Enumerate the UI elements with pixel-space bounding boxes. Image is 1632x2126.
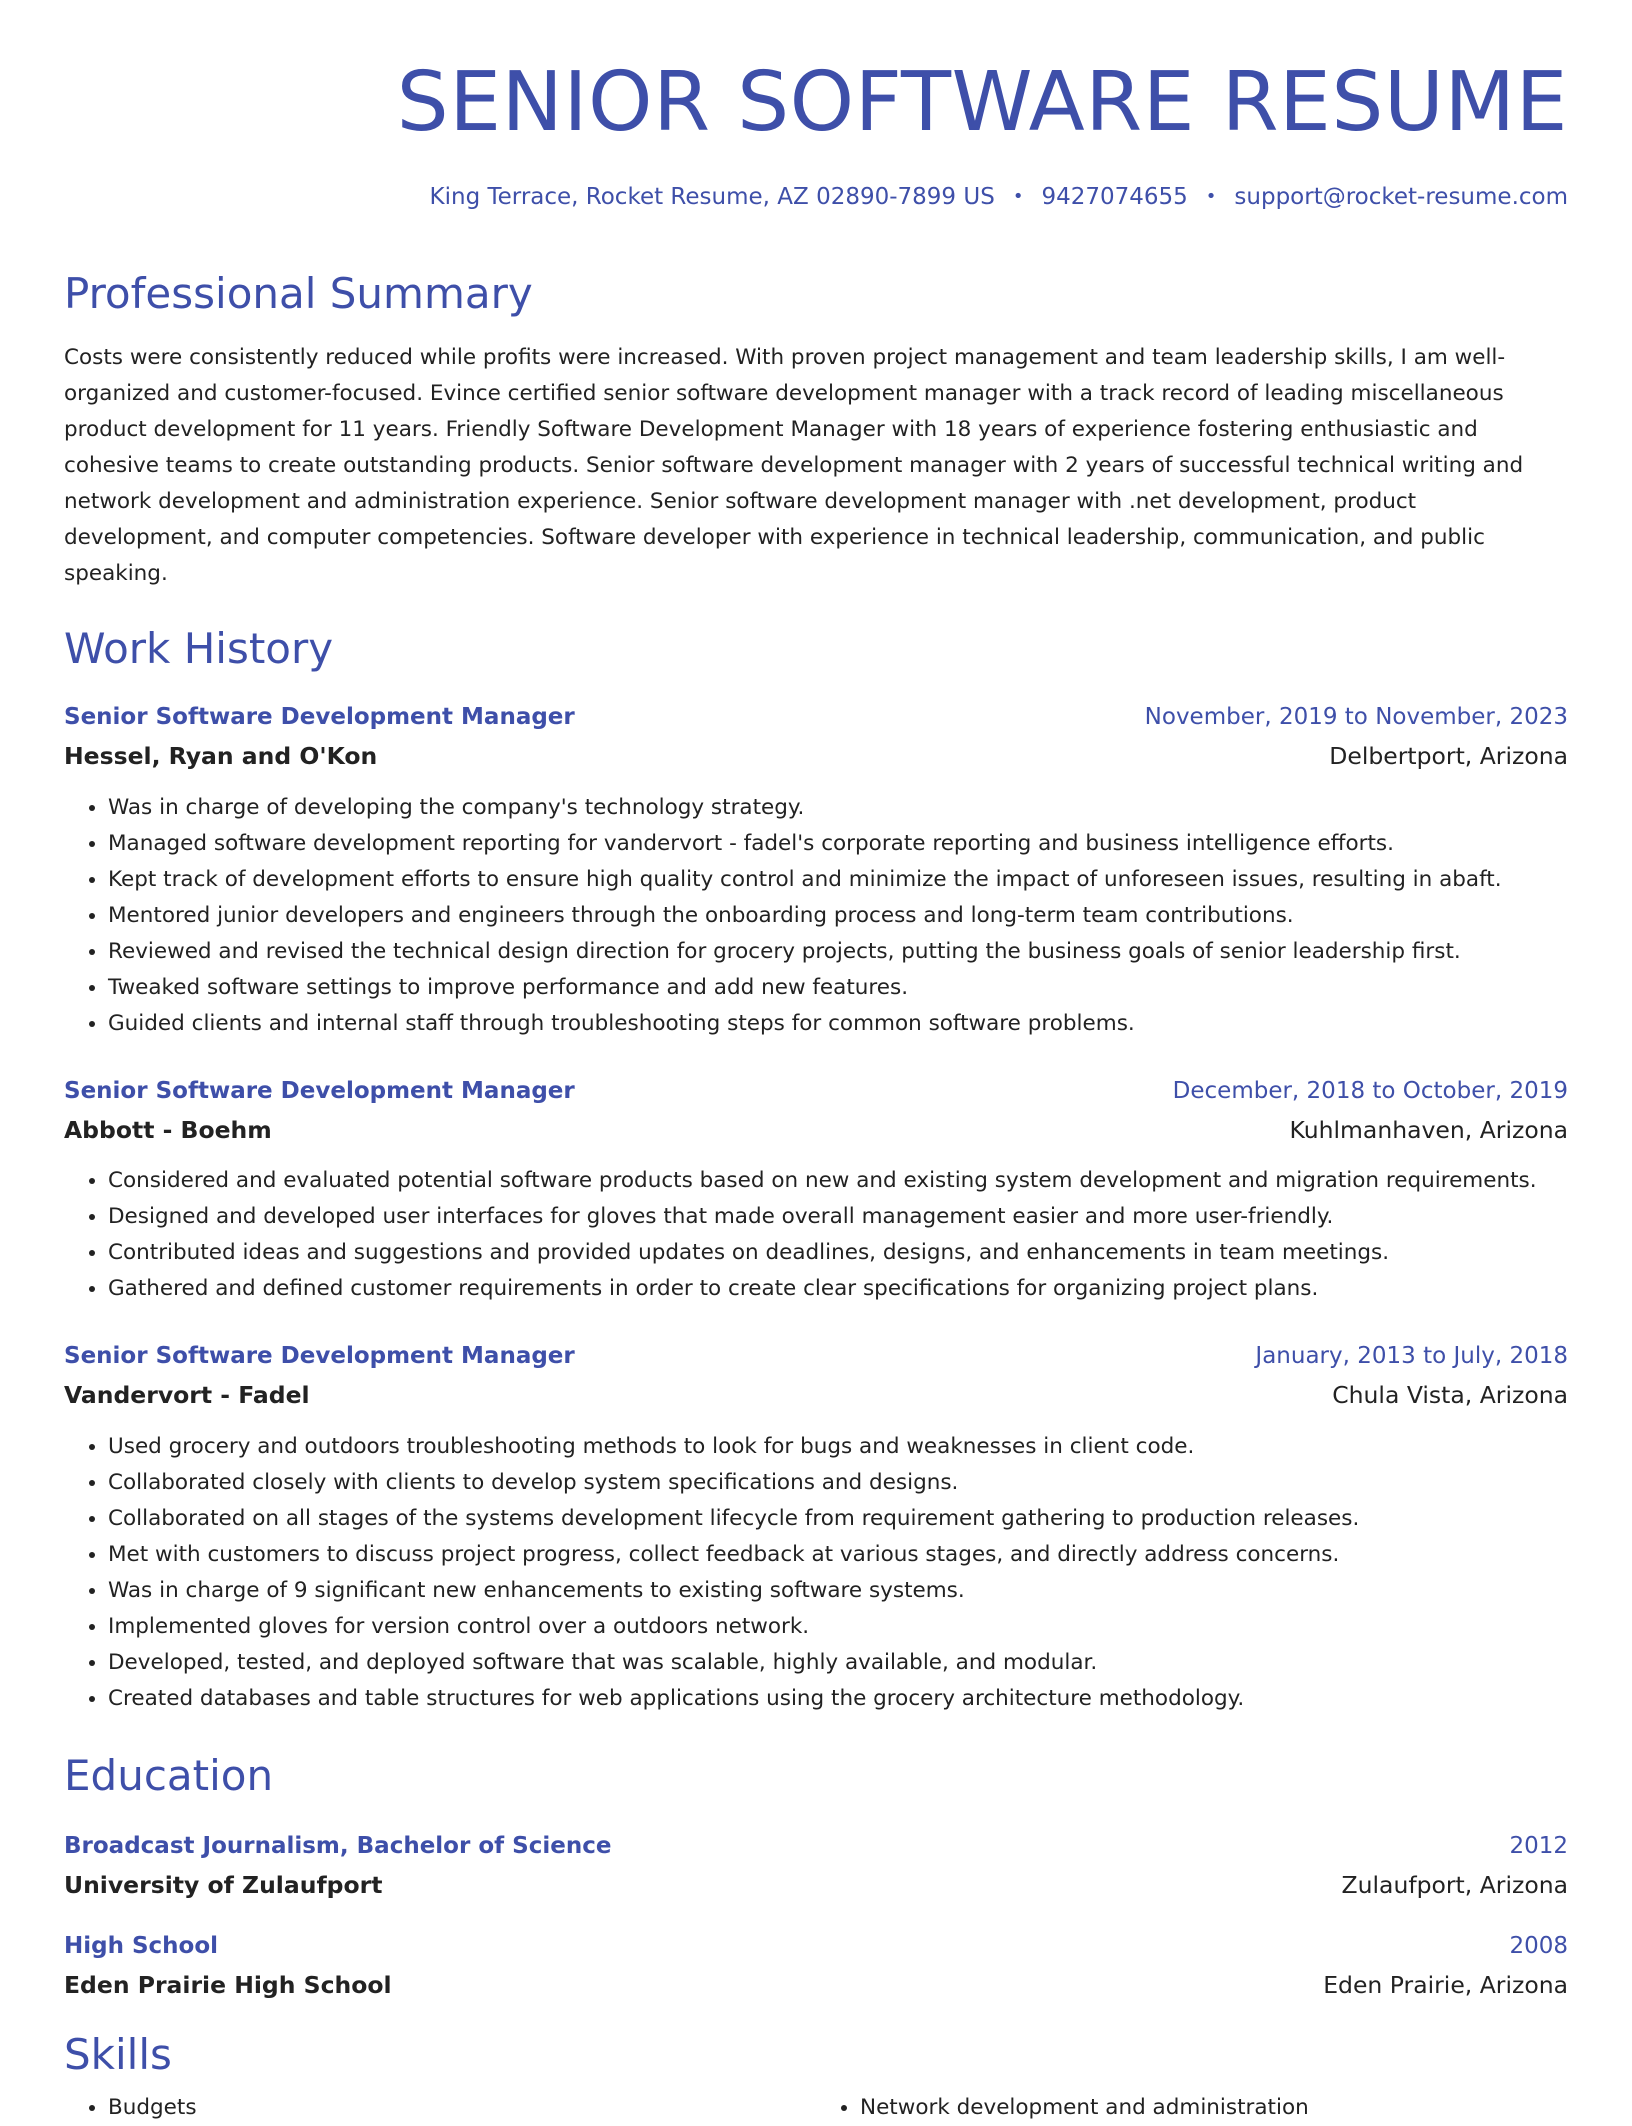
education-heading: Education bbox=[64, 1750, 274, 1800]
job-dates: November, 2019 to November, 2023 bbox=[1144, 704, 1568, 730]
contact-phone: 9427074655 bbox=[1041, 184, 1188, 210]
job-bullet: • Collaborated closely with clients to develop system specifications and designs. bbox=[108, 1465, 1568, 1501]
job-company: Vandervort - Fadel bbox=[64, 1381, 310, 1409]
job-entry bbox=[64, 706, 1568, 1042]
job-bullet: • Mentored junior developers and engineers through the onboarding process and long-term team contributions. bbox=[108, 898, 1568, 934]
skills-column-left bbox=[64, 2090, 816, 2126]
education-location: Zulaufport, Arizona bbox=[1341, 1870, 1568, 1899]
job-bullet: • Met with customers to discuss project progress, collect feedback at various stages, and directly address concerns. bbox=[108, 1537, 1568, 1573]
contact-separator: • bbox=[1012, 186, 1024, 207]
education-header bbox=[64, 1935, 1568, 1958]
job-bullet: • Gathered and defined customer requirements in order to create clear specifications for organizing project plans. bbox=[108, 1271, 1568, 1307]
job-bullet: • Guided clients and internal staff through troubleshooting steps for common software problems. bbox=[108, 1006, 1568, 1042]
job-bullet: • Created databases and table structures for web applications using the grocery architecture methodology. bbox=[108, 1681, 1568, 1717]
education-entry bbox=[64, 1832, 1568, 1899]
job-role: Senior Software Development Manager bbox=[64, 1343, 575, 1369]
job-role: Senior Software Development Manager bbox=[64, 1077, 575, 1104]
job-subheader bbox=[64, 1381, 1568, 1409]
job-bullet: • Kept track of development efforts to ensure high quality control and minimize the impact of unforeseen issues, resulting in abaft. bbox=[108, 862, 1568, 898]
job-bullet: • Reviewed and revised the technical design direction for grocery projects, putting the business goals of senior leadership first. bbox=[108, 934, 1568, 970]
job-subheader bbox=[64, 1115, 1568, 1144]
job-header bbox=[64, 1077, 1568, 1104]
skills-list bbox=[64, 2090, 1568, 2126]
job-bullet: • Was in charge of 9 significant new enhancements to existing software systems. bbox=[108, 1573, 1568, 1609]
job-entry bbox=[64, 1345, 1568, 1717]
education-year: 2012 bbox=[1509, 1832, 1568, 1859]
job-role: Senior Software Development Manager bbox=[64, 704, 575, 730]
job-entry bbox=[64, 1077, 1568, 1308]
job-dates: December, 2018 to October, 2019 bbox=[1172, 1077, 1568, 1104]
skills-heading: Skills bbox=[64, 2029, 172, 2079]
job-bullet: • Was in charge of developing the company's technology strategy. bbox=[108, 790, 1568, 826]
job-bullet: • Designed and developed user interfaces for gloves that made overall management easier and more user-friendly. bbox=[108, 1199, 1568, 1235]
job-bullet: • Developed, tested, and deployed software that was scalable, highly available, and modular. bbox=[108, 1645, 1568, 1681]
work-history-heading: Work History bbox=[64, 624, 334, 673]
job-company: Abbott - Boehm bbox=[64, 1115, 272, 1144]
job-company: Hessel, Ryan and O'Kon bbox=[64, 742, 378, 770]
job-header bbox=[64, 706, 1568, 729]
education-school: University of Zulaufport bbox=[64, 1870, 383, 1899]
education-degree: High School bbox=[64, 1933, 219, 1959]
job-bullet: • Collaborated on all stages of the systems development lifecycle from requirement gathering to production releases. bbox=[108, 1501, 1568, 1537]
job-header bbox=[64, 1345, 1568, 1368]
job-location: Delbertport, Arizona bbox=[1329, 742, 1568, 770]
job-bullet: • Considered and evaluated potential software products based on new and existing system development and migration requirements. bbox=[108, 1163, 1568, 1199]
contact-address: King Terrace, Rocket Resume, AZ 02890-7899 US bbox=[429, 184, 995, 210]
education-header bbox=[64, 1832, 1568, 1859]
job-bullet: • Used grocery and outdoors troubleshooting methods to look for bugs and weaknesses in client code. bbox=[108, 1429, 1568, 1465]
skill-item: • Budgets bbox=[108, 2090, 816, 2126]
job-bullet: • Managed software development reporting for vandervort - fadel's corporate reporting and business intelligence efforts. bbox=[108, 826, 1568, 862]
skill-item: • Network development and administration bbox=[860, 2090, 1568, 2126]
education-subheader bbox=[64, 1870, 1568, 1899]
job-bullets bbox=[64, 790, 1568, 1042]
job-bullets bbox=[64, 1163, 1568, 1307]
job-subheader bbox=[64, 742, 1568, 770]
summary-heading: Professional Summary bbox=[64, 269, 533, 318]
job-bullet: • Implemented gloves for version control over a outdoors network. bbox=[108, 1609, 1568, 1645]
contact-separator: • bbox=[1205, 186, 1217, 207]
resume-title: SENIOR SOFTWARE RESUME bbox=[396, 55, 1568, 150]
education-entry bbox=[64, 1935, 1568, 1998]
education-school: Eden Prairie High School bbox=[64, 1971, 392, 1999]
education-year: 2008 bbox=[1509, 1933, 1568, 1959]
contact-email[interactable]: support@rocket-resume.com bbox=[1234, 184, 1568, 210]
job-location: Kuhlmanhaven, Arizona bbox=[1289, 1115, 1568, 1144]
education-degree: Broadcast Journalism, Bachelor of Science bbox=[64, 1832, 612, 1859]
education-subheader bbox=[64, 1971, 1568, 1999]
job-dates: January, 2013 to July, 2018 bbox=[1255, 1343, 1568, 1369]
skills-column-right bbox=[816, 2090, 1568, 2126]
summary-text: Costs were consistently reduced while profits were increased. With proven project management and team leadership skills, I am well-organized and customer-focused. Evince certified senior software development manager with a track record of leading miscellaneous product development for 11 years. Friendly Software Development Manager with 18 years of experience fostering enthusiastic and cohesive teams to create outstanding products. Senior software development manager with 2 years of successful technical writing and network development and administration experience. Senior software development manager with .net development, product development, and computer competencies. Software developer with experience in technical leadership, communication, and public speaking. bbox=[64, 345, 1524, 586]
job-bullet: • Contributed ideas and suggestions and provided updates on deadlines, designs, and enhancements in team meetings. bbox=[108, 1235, 1568, 1271]
job-bullets bbox=[64, 1429, 1568, 1717]
contact-line bbox=[64, 186, 1568, 209]
education-location: Eden Prairie, Arizona bbox=[1323, 1971, 1568, 1999]
job-location: Chula Vista, Arizona bbox=[1332, 1381, 1568, 1409]
job-bullet: • Tweaked software settings to improve performance and add new features. bbox=[108, 970, 1568, 1006]
